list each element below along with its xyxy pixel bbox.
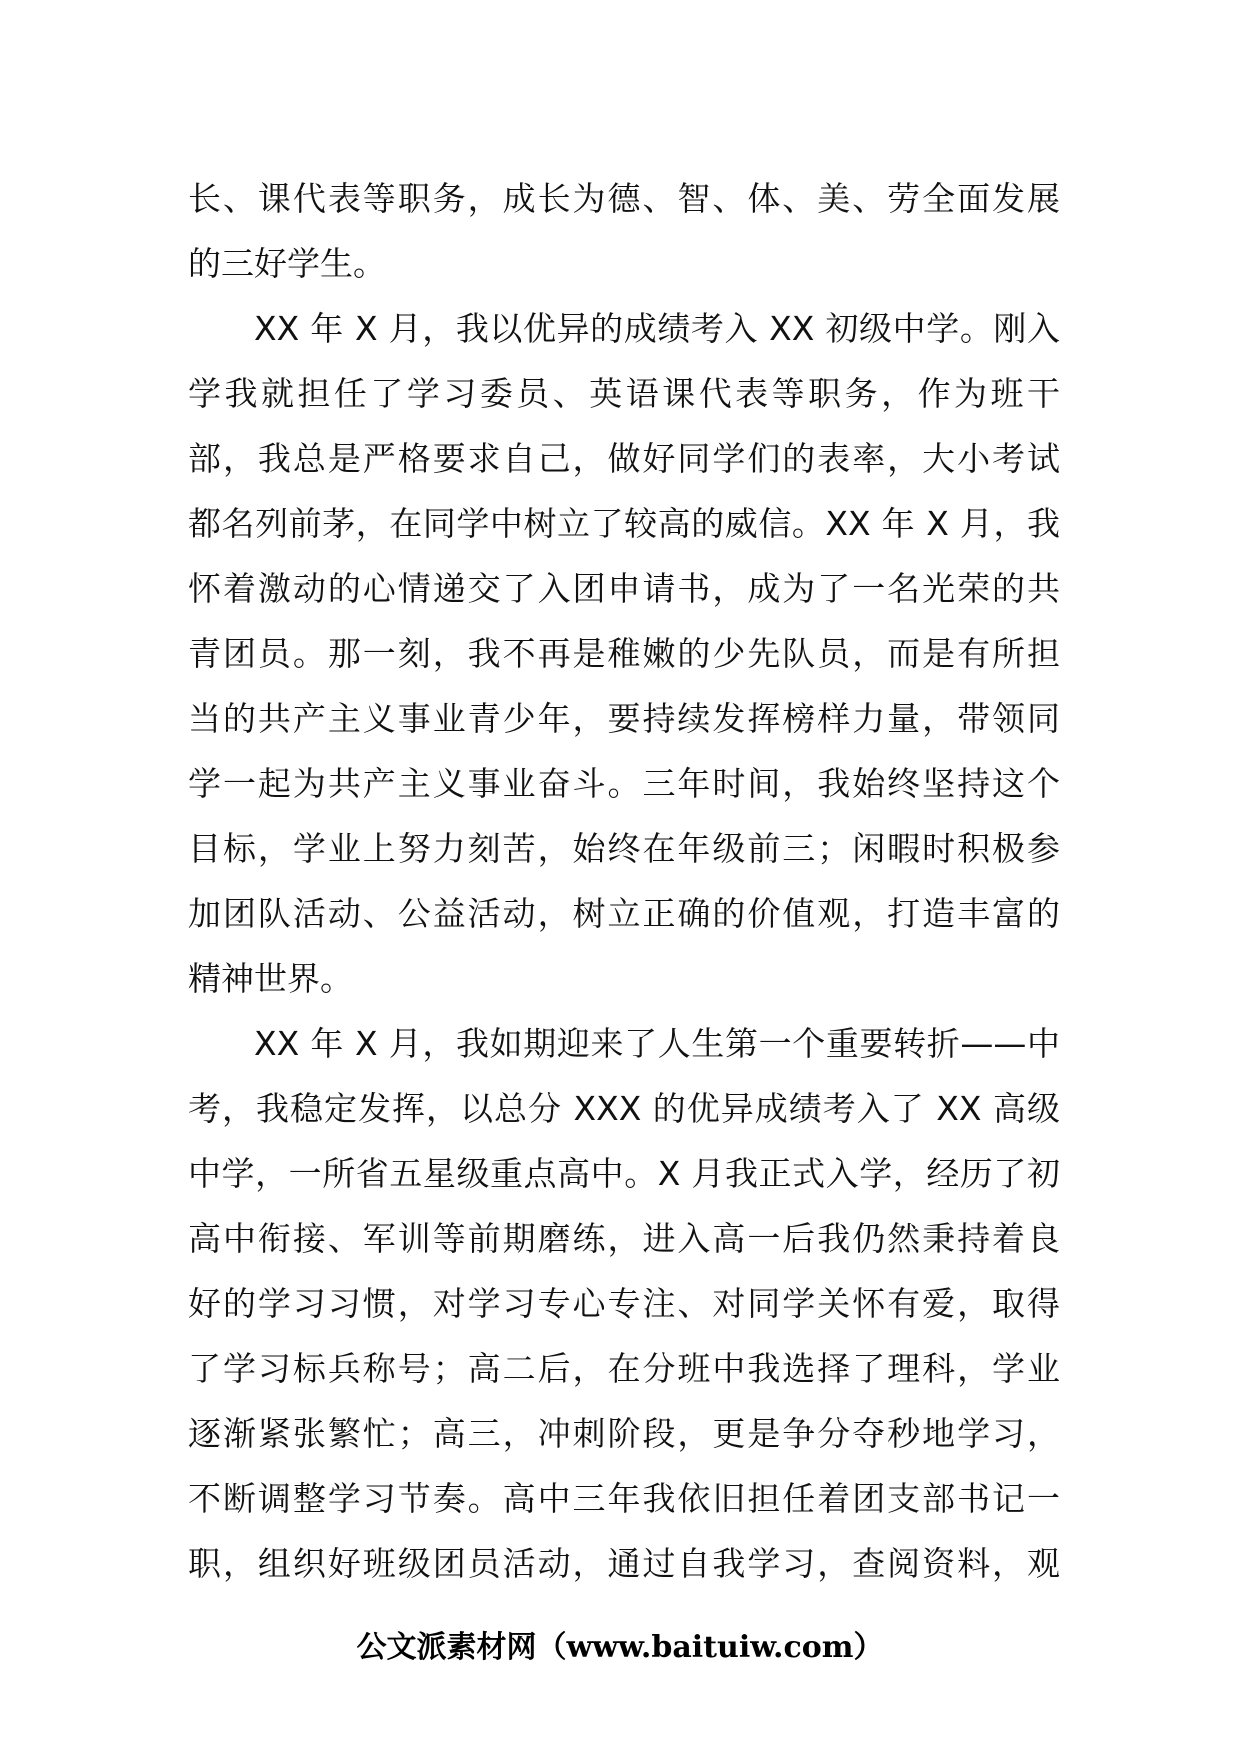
text-line: 中学，一所省五星级重点高中。X 月我正式入学，经历了初 <box>188 1154 1060 1193</box>
text-line: 当的共产主义事业青少年，要持续发挥榜样力量，带领同 <box>188 699 1060 738</box>
text-line: 职，组织好班级团员活动，通过自我学习，查阅资料，观 <box>188 1544 1060 1583</box>
text-line: 目标，学业上努力刻苦，始终在年级前三；闲暇时积极参 <box>188 829 1060 868</box>
text-line: 加团队活动、公益活动，树立正确的价值观，打造丰富的 <box>188 894 1060 933</box>
text-line: 了学习标兵称号；高二后，在分班中我选择了理科，学业 <box>188 1349 1060 1388</box>
text-line: 考，我稳定发挥，以总分 XXX 的优异成绩考入了 XX 高级 <box>188 1089 1060 1128</box>
text-line: XX 年 X 月，我以优异的成绩考入 XX 初级中学。刚入 <box>254 309 1060 348</box>
text-line: 学一起为共产主义事业奋斗。三年时间，我始终坚持这个 <box>188 764 1060 803</box>
text-line: 学我就担任了学习委员、英语课代表等职务，作为班干 <box>188 374 1060 413</box>
text-line: 精神世界。 <box>188 959 353 998</box>
paragraph <box>188 166 1060 296</box>
text-line: 长、课代表等职务，成长为德、智、体、美、劳全面发展 <box>188 179 1060 218</box>
text-line: 的三好学生。 <box>188 244 386 283</box>
text-line: 都名列前茅，在同学中树立了较高的威信。XX 年 X 月，我 <box>188 504 1060 543</box>
text-line: 高中衔接、军训等前期磨练，进入高一后我仍然秉持着良 <box>188 1219 1060 1258</box>
text-line: 好的学习习惯，对学习专心专注、对同学关怀有爱，取得 <box>188 1284 1060 1323</box>
paragraph <box>188 1011 1060 1596</box>
body-text <box>188 166 1060 1596</box>
text-line: 不断调整学习节奏。高中三年我依旧担任着团支部书记一 <box>188 1479 1060 1518</box>
text-line: XX 年 X 月，我如期迎来了人生第一个重要转折——中 <box>254 1024 1060 1063</box>
text-line: 怀着激动的心情递交了入团申请书，成为了一名光荣的共 <box>188 569 1060 608</box>
text-line: 青团员。那一刻，我不再是稚嫩的少先队员，而是有所担 <box>188 634 1060 673</box>
text-line: 逐渐紧张繁忙；高三，冲刺阶段，更是争分夺秒地学习， <box>188 1414 1060 1453</box>
text-line: 部，我总是严格要求自己，做好同学们的表率，大小考试 <box>188 439 1060 478</box>
paragraph <box>188 296 1060 1011</box>
footer-watermark: 公文派素材网（www.baituiw.com） <box>356 1630 884 1665</box>
